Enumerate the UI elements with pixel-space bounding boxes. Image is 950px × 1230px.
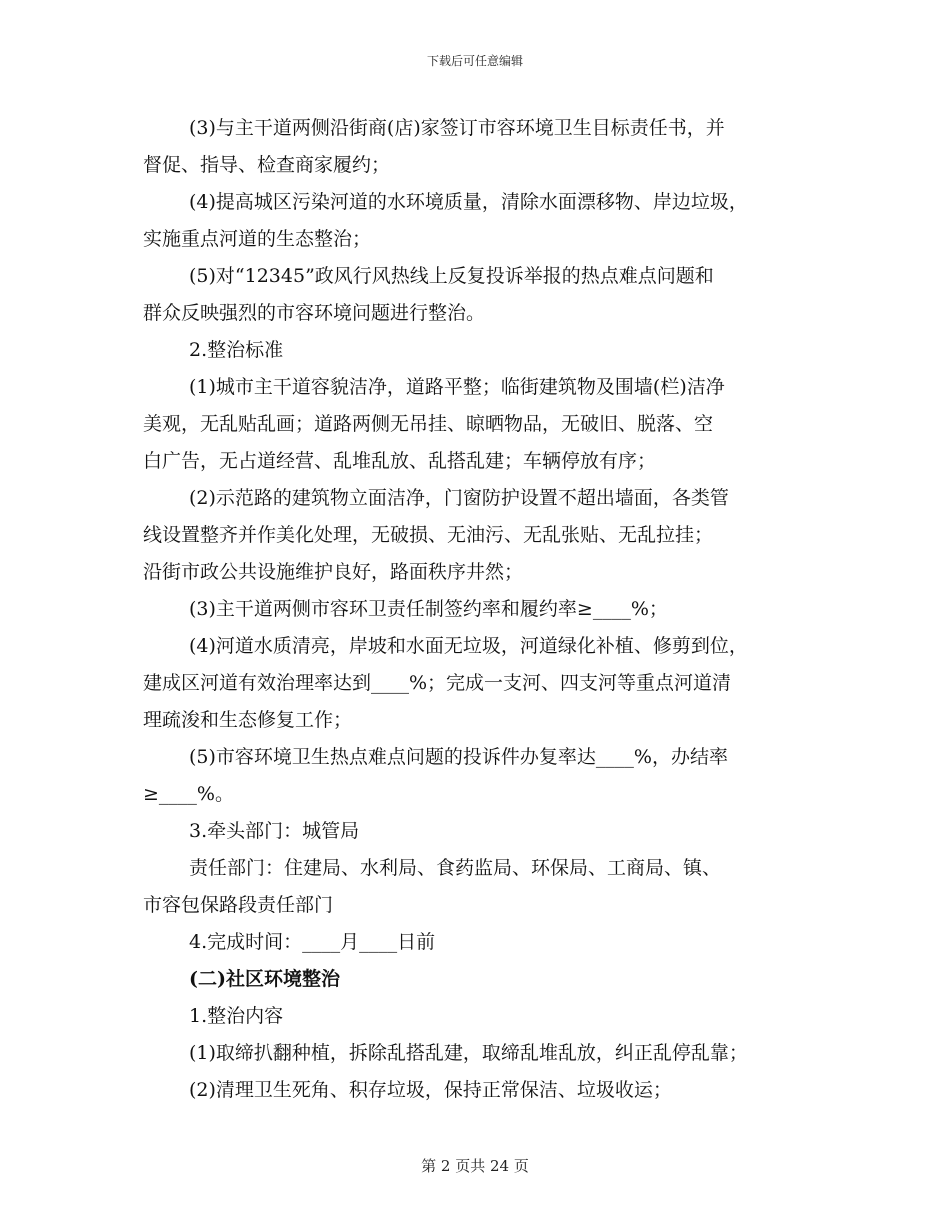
text-line: ≥____%。 xyxy=(143,783,234,805)
text-line: 沿街市政公共设施维护良好，路面秩序井然； xyxy=(143,561,524,583)
page-footer: 第 2 页共 24 页 xyxy=(421,1157,529,1175)
text-line: (1)取缔扒翻种植，拆除乱搭乱建，取缔乱堆乱放，纠正乱停乱靠； xyxy=(189,1042,748,1064)
text-line: (2)示范路的建筑物立面洁净，门窗防护设置不超出墙面，各类管 xyxy=(189,487,729,509)
text-line: 督促、指导、检查商家履约； xyxy=(143,154,391,176)
text-line: 市容包保路段责任部门 xyxy=(143,894,334,916)
text-line: 建成区河道有效治理率达到____%；完成一支河、四支河等重点河道清 xyxy=(143,672,732,694)
text-line: (4)提高城区污染河道的水环境质量，清除水面漂移物、岸边垃圾， xyxy=(189,191,748,213)
page-header: 下载后可任意编辑 xyxy=(426,54,523,68)
text-line: (3)主干道两侧市容环卫责任制签约率和履约率≥____%； xyxy=(189,598,668,620)
text-line: 群众反映强烈的市容环境问题进行整治。 xyxy=(143,302,486,324)
text-line: (5)对“12345”政风行风热线上反复投诉举报的热点难点问题和 xyxy=(189,265,714,287)
section-heading: 2.整治标准 xyxy=(189,339,284,361)
text-line: 线设置整齐并作美化处理，无破损、无油污、无乱张贴、无乱拉挂； xyxy=(143,524,714,546)
text-line: (1)城市主干道容貌洁净，道路平整；临街建筑物及围墙(栏)洁净 xyxy=(189,376,725,398)
document-body xyxy=(143,110,823,1109)
text-line: (3)与主干道两侧沿街商(店)家签订市容环境卫生目标责任书，并 xyxy=(189,117,725,139)
section-heading: 4.完成时间：____月____日前 xyxy=(189,931,436,953)
text-line: 责任部门：住建局、水利局、食药监局、环保局、工商局、镇、 xyxy=(189,857,722,879)
text-line: 美观，无乱贴乱画；道路两侧无吊挂、晾晒物品，无破旧、脱落、空 xyxy=(143,413,714,435)
chapter-heading: (二)社区环境整治 xyxy=(189,968,340,990)
text-line: (5)市容环境卫生热点难点问题的投诉件办复率达____%，办结率 xyxy=(189,746,728,768)
section-heading: 3.牵头部门：城管局 xyxy=(189,820,360,842)
text-line: 理疏浚和生态修复工作； xyxy=(143,709,353,731)
text-line: 实施重点河道的生态整治； xyxy=(143,228,372,250)
text-line: 白广告，无占道经营、乱堆乱放、乱搭乱建；车辆停放有序； xyxy=(143,450,657,472)
text-line: (2)清理卫生死角、积存垃圾，保持正常保洁、垃圾收运； xyxy=(189,1079,672,1101)
section-heading: 1.整治内容 xyxy=(189,1005,284,1027)
text-line: (4)河道水质清亮，岸坡和水面无垃圾，河道绿化补植、修剪到位， xyxy=(189,635,748,657)
